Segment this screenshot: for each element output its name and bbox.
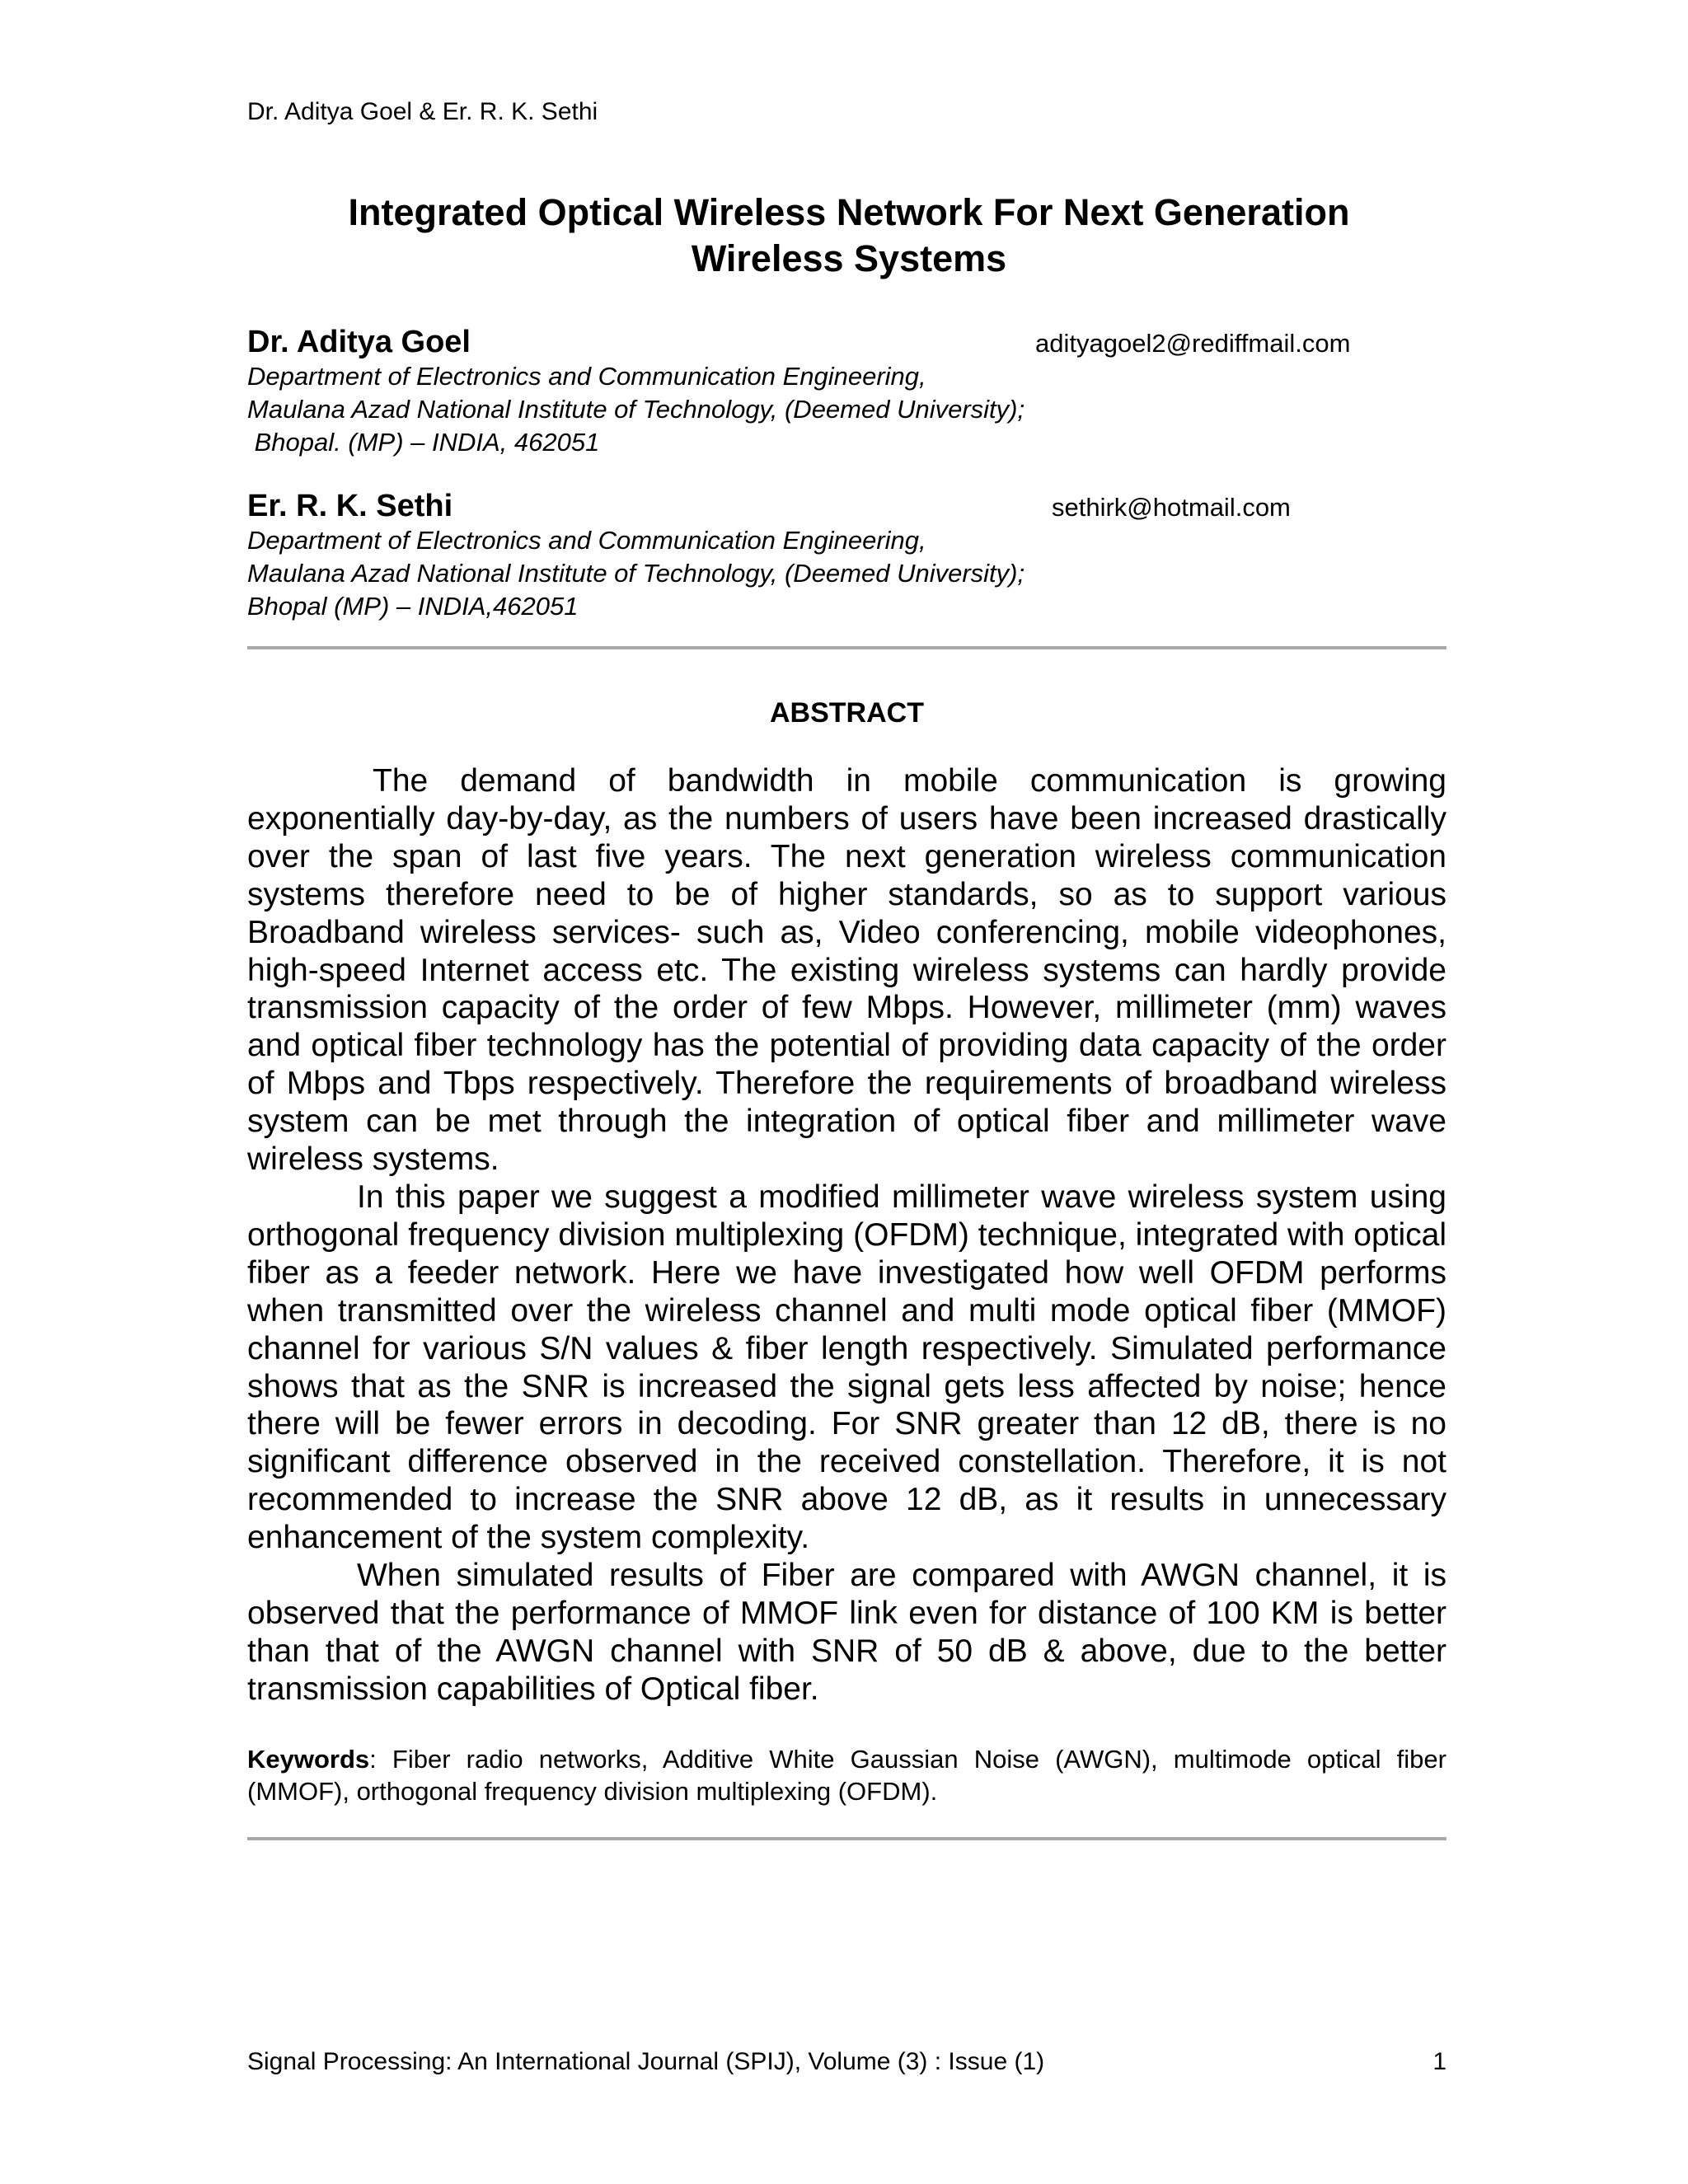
keywords (247, 1743, 1447, 1807)
author-email[interactable]: adityagoel2@rediffmail.com (1035, 329, 1351, 358)
footer-journal: Signal Processing: An International Journal (SPIJ), Volume (3) : Issue (1) (247, 2048, 1045, 2075)
abstract-body (247, 762, 1447, 1708)
paper-title (247, 190, 1451, 282)
author-name: Er. R. K. Sethi (247, 489, 453, 523)
author-block-2 (247, 488, 1451, 623)
abstract-paragraph: In this paper we suggest a modified millimeter wave wireless system using orthogonal frequency division multiplexing (OFDM) technique, integrated with optical fiber as a feeder network. Here we have investigated how well OFDM performs when transmitted over the wireless channel and multi mode optical fiber (MMOF) channel for various S/N values & fiber length respectively. Simulated performance shows that as the SNR is increased the signal gets less affected by noise; hence there will be fewer errors in decoding. For SNR greater than 12 dB, there is no significant difference observed in the received constellation. Therefore, it is not recommended to increase the SNR above 12 dB, as it results in unnecessary enhancement of the system complexity. (247, 1179, 1447, 1556)
affiliation-line: Department of Electronics and Communication Engineering, (247, 526, 926, 555)
keywords-text: Fiber radio networks, Additive White Gaussian Noise (AWGN), multimode optical fiber (MMOF), orthogonal frequency division multiplexing (OFDM). (247, 1745, 1447, 1806)
affiliation-line: Department of Electronics and Communication Engineering, (247, 362, 926, 391)
title-line-2: Wireless Systems (691, 237, 1007, 279)
author-block-1 (247, 324, 1451, 459)
abstract-paragraph: The demand of bandwidth in mobile communication is growing exponentially day-by-day, as the numbers of users have been increased drastically over the span of last five years. The next generation wireless communication systems therefore need to be of higher standards, so as to support various Broadband wireless services- such as, Video conferencing, mobile videophones, high-speed Internet access etc. The existing wireless systems can hardly provide transmission capacity of the order of few Mbps. However, millimeter (mm) waves and optical fiber technology has the potential of providing data capacity of the order of Mbps and Tbps respectively. Therefore the requirements of broadband wireless system can be met through the integration of optical fiber and millimeter wave wireless systems. (247, 763, 1447, 1178)
author-affiliation (247, 524, 1451, 623)
keywords-separator: : (369, 1745, 392, 1774)
top-divider (247, 646, 1447, 649)
page-number: 1 (1432, 2048, 1447, 2075)
running-head: Dr. Aditya Goel & Er. R. K. Sethi (247, 98, 598, 125)
author-email[interactable]: sethirk@hotmail.com (1052, 493, 1291, 522)
author-name: Dr. Aditya Goel (247, 325, 471, 359)
affiliation-line: Bhopal. (MP) – INDIA, 462051 (247, 428, 600, 457)
abstract-heading: ABSTRACT (770, 697, 924, 729)
abstract-paragraph: When simulated results of Fiber are compared with AWGN channel, it is observed that the performance of MMOF link even for distance of 100 KM is better than that of the AWGN channel with SNR of 50 dB & above, due to the better transmission capabilities of Optical fiber. (247, 1558, 1447, 1707)
affiliation-line: Maulana Azad National Institute of Technology, (Deemed University); (247, 559, 1025, 588)
keywords-label: Keywords (247, 1745, 370, 1774)
bottom-divider (247, 1837, 1447, 1840)
author-affiliation (247, 360, 1451, 459)
title-line-1: Integrated Optical Wireless Network For Next Generation (348, 191, 1350, 233)
affiliation-line: Bhopal (MP) – INDIA,462051 (247, 592, 579, 621)
affiliation-line: Maulana Azad National Institute of Technology, (Deemed University); (247, 395, 1025, 424)
